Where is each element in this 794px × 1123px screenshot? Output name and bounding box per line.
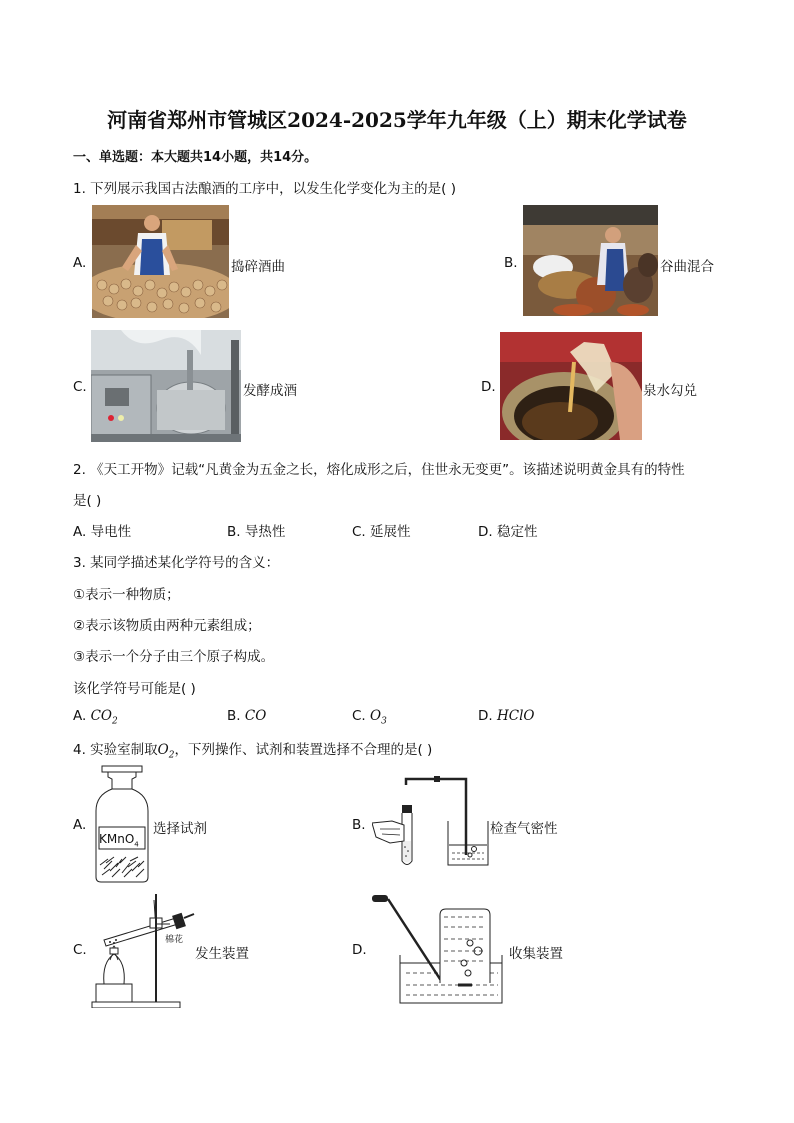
- q1-option-c-letter[interactable]: C.: [73, 379, 87, 395]
- q3-option-a[interactable]: [73, 708, 118, 727]
- q4-bottle-text: KMnO: [99, 832, 135, 846]
- q4-cotton-label: 棉花: [165, 935, 184, 945]
- q1-option-a-label: 捣碎酒曲: [231, 259, 285, 275]
- q3-option-c-letter: C.: [352, 708, 366, 724]
- q1-option-b-letter[interactable]: B.: [504, 255, 518, 271]
- q4-option-d-label: 收集装置: [509, 946, 563, 962]
- q4-bottle-subscript: 4: [134, 840, 139, 849]
- q4-diagram-airtightness: [372, 775, 492, 871]
- q3-line-1: ①表示一种物质；: [73, 587, 180, 603]
- q3-line-3: ③表示一个分子由三个原子构成。: [73, 649, 275, 665]
- q3-option-b[interactable]: [227, 708, 266, 724]
- q4-option-a-label: 选择试剂: [153, 821, 207, 837]
- q1-photo-fermentation: [91, 330, 241, 442]
- q1-option-d-letter[interactable]: D.: [481, 379, 496, 395]
- q2-option-c[interactable]: C. 延展性: [352, 524, 411, 540]
- q1-option-c-label: 发酵成酒: [243, 383, 297, 399]
- q4-option-a-letter[interactable]: A.: [73, 817, 87, 833]
- q3-option-c-formula: O: [370, 708, 382, 724]
- q2-option-d[interactable]: D. 稳定性: [478, 524, 538, 540]
- q2-stem-line1: 2. 《天工开物》记载“凡黄金为五金之长，熔化成形之后，住世永无变更”。该描述说明黄金具有的特性: [73, 462, 685, 478]
- q3-option-a-subscript: 2: [112, 716, 118, 727]
- q4-option-d-letter[interactable]: D.: [352, 942, 367, 958]
- q2-option-b[interactable]: B. 导热性: [227, 524, 286, 540]
- q3-option-d-formula: HClO: [496, 708, 535, 724]
- q3-stem: 3. 某同学描述某化学符号的含义：: [73, 555, 280, 571]
- q4-option-c-label: 发生装置: [195, 946, 249, 962]
- q4-option-b-label: 检查气密性: [490, 821, 558, 837]
- section-heading: 一、单选题：本大题共14小题，共14分。: [73, 150, 318, 165]
- page-title: 河南省郑州市管城区2024-2025学年九年级（上）期末化学试卷: [107, 108, 687, 132]
- q3-option-d-letter: D.: [478, 708, 493, 724]
- q2-stem-line2: 是( ): [73, 493, 102, 509]
- q4-stem-pre: 4. 实验室制取: [73, 742, 158, 758]
- q4-stem-post: ，下列操作、试剂和装置选择不合理的是( ): [174, 742, 433, 758]
- q4-stem-subscript: 2: [168, 750, 175, 761]
- q4-diagram-generator: [90, 890, 195, 1008]
- q3-option-a-formula: CO: [90, 708, 112, 724]
- q3-option-b-formula: CO: [244, 708, 267, 724]
- q3-option-c-subscript: 3: [381, 716, 387, 727]
- q4-diagram-reagent-bottle: [92, 765, 152, 885]
- q3-line-2: ②表示该物质由两种元素组成；: [73, 618, 261, 634]
- q4-bottle-label: [99, 832, 139, 848]
- q1-option-a-letter[interactable]: A.: [73, 255, 87, 271]
- q1-photo-crushing-yeast: [92, 205, 229, 318]
- q3-option-c[interactable]: [352, 708, 387, 727]
- q1-option-b-label: 谷曲混合: [660, 259, 714, 275]
- q4-option-c-letter[interactable]: C.: [73, 942, 87, 958]
- q3-ask: 该化学符号可能是( ): [73, 681, 196, 697]
- q3-option-a-letter: A.: [73, 708, 87, 724]
- q4-option-b-letter[interactable]: B.: [352, 817, 366, 833]
- q1-photo-mixing-grain: [523, 205, 658, 316]
- q4-stem: [73, 738, 432, 761]
- q4-stem-formula: O: [157, 742, 169, 758]
- q3-option-b-letter: B.: [227, 708, 241, 724]
- q2-option-a[interactable]: A. 导电性: [73, 524, 132, 540]
- q4-diagram-collection: [372, 893, 507, 1005]
- q1-stem: 1. 下列展示我国古法酿酒的工序中，以发生化学变化为主的是( ): [73, 181, 456, 197]
- q1-option-d-label: 泉水勾兑: [643, 383, 697, 399]
- q1-photo-blending-water: [500, 332, 642, 440]
- q3-option-d[interactable]: [478, 708, 534, 724]
